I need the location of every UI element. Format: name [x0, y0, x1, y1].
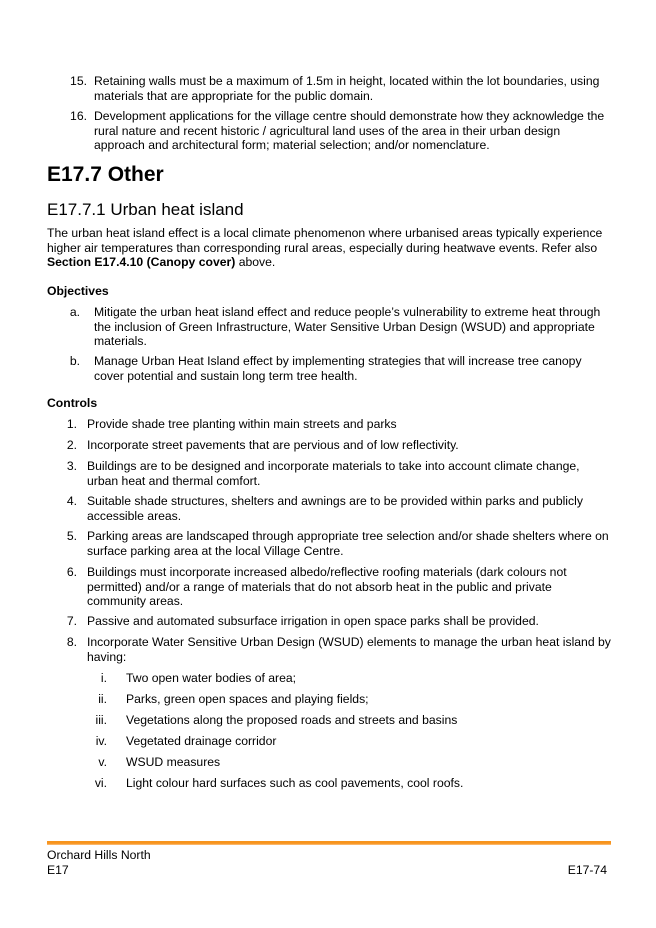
list-item-text: Passive and automated subsurface irrigation in open space parks shall be provided.: [87, 614, 539, 628]
list-item-text: Incorporate street pavements that are pervious and of low reflectivity.: [87, 438, 459, 452]
list-item-text: Suitable shade structures, shelters and awnings are to be provided within parks and publicly accessible areas.: [87, 494, 583, 523]
list-item-text: Parking areas are landscaped through appropriate tree selection and/or shade shelters where on surface parking area at the local Village Centre.: [87, 529, 609, 558]
list-item-text: Development applications for the village centre should demonstrate how they acknowledge the rural nature and recent historic / agricultural land uses of the area in their urban design approach and architectural form; material selection; and/or nomenclature.: [94, 109, 605, 153]
list-item-text: Buildings are to be designed and incorporate materials to take into account climate change, urban heat and thermal comfort.: [87, 459, 580, 488]
sub-list-item-text: Vegetated drainage corridor: [126, 734, 277, 748]
list-item-text: Incorporate Water Sensitive Urban Design (WSUD) elements to manage the urban heat island by having:: [87, 635, 611, 664]
section-reference: Section E17.4.10 (Canopy cover): [47, 255, 236, 270]
list-item-text: Retaining walls must be a maximum of 1.5m in height, located within the lot boundaries, using materials that are appropriate for the public domain.: [94, 74, 600, 103]
list-item-text: Manage Urban Heat Island effect by implementing strategies that will increase tree canopy cover potential and sustain long term tree health.: [94, 354, 582, 383]
subsection-heading: E17.7.1 Urban heat island: [47, 200, 244, 219]
sub-list-item-text: Light colour hard surfaces such as cool pavements, cool roofs.: [126, 776, 464, 790]
document-page: 15. Retaining walls must be a maximum of 1.5m in height, located within the lot boundaries, using materials that are appropriate for the public domain. 16. Development applications for the village centre should demonstrate how they acknowledge the rural nature and recent historic / agricultural land uses of the area in their urban design approach and architectural form; material selection; and/or nomenclature. E17.7 Other E17.7.1 Urban heat island The urban heat island effect is a local climate phenomenon where urbanised areas typically experience higher air temperatures than corresponding rural areas, especially during heatwave events. Refer also Section E17.4.10 (Canopy cover) above. Objectives a. Mitigate the urban heat island effect and reduce people’s vulnerability to extreme heat through the inclusion of Green Infrastructure, Water Sensitive Urban Design (WSUD) and appropriate materials. b. Manage Urban Heat Island effect by implementing strategies that will increase tree canopy cover potential and sustain long term tree health. Controls 1. Provide shade tree planting within main streets and parks 2. Incorporate street pavements that are pervious and of low reflectivity. 3. Buildings are to be designed and incorporate materials to take into account climate change, urban heat and thermal comfort. 4. Suitable shade structures, shelters and awnings are to be provided within parks and publicly accessible areas. 5. Parking areas are landscaped through appropriate tree selection and/or shade shelters where on surface parking area at the local Village Centre. 6. Buildings must incorporate increased albedo/reflective roofing materials (dark colours not permitted) and/or a range of materials that do not absorb heat in the public and private community areas. 7. Passive and automated subsurface irrigation in open space parks shall be provided. 8. Incorporate Water Sensitive Urban Design (WSUD) elements to manage the urban heat island by having: i. Two open water bodies of area; ii. Parks, green open spaces and playing fields; iii. Vegetations along the proposed roads and streets and basins iv. Vegetated drainage corridor v. WSUD measures vi. Light colour hard surfaces such as cool pavements, cool roofs. Orchard Hills North E17 E17-74: [0, 0, 656, 928]
section-heading: E17.7 Other: [47, 163, 164, 186]
sub-list-item-text: Parks, green open spaces and playing fields;: [126, 692, 369, 706]
sub-list-item-text: Vegetations along the proposed roads and streets and basins: [126, 713, 458, 727]
controls-heading: Controls: [47, 396, 98, 410]
list-item-text: Mitigate the urban heat island effect and reduce people’s vulnerability to extreme heat through the inclusion of Green Infrastructure, Water Sensitive Urban Design (WSUD) and appropriate materials.: [94, 305, 601, 349]
footer-title: Orchard Hills North: [47, 848, 151, 862]
intro-paragraph: The urban heat island effect is a local climate phenomenon where urbanised areas typically experience higher air temperatures than corresponding rural areas, especially during heatwave events. Refer also Section E17.4.10 (Canopy cover) above.: [47, 226, 603, 270]
footer-rule: [47, 841, 611, 845]
sub-list-item-text: WSUD measures: [126, 755, 221, 769]
objectives-heading: Objectives: [47, 284, 109, 298]
footer-chapter: E17: [47, 863, 69, 877]
sub-list-item-text: Two open water bodies of area;: [126, 671, 297, 685]
list-item-text: Buildings must incorporate increased albedo/reflective roofing materials (dark colours not permitted) and/or a range of materials that do not absorb heat in the public and private community areas.: [87, 565, 567, 609]
list-item-text: Provide shade tree planting within main streets and parks: [87, 417, 397, 431]
page-number: E17-74: [567, 863, 607, 877]
